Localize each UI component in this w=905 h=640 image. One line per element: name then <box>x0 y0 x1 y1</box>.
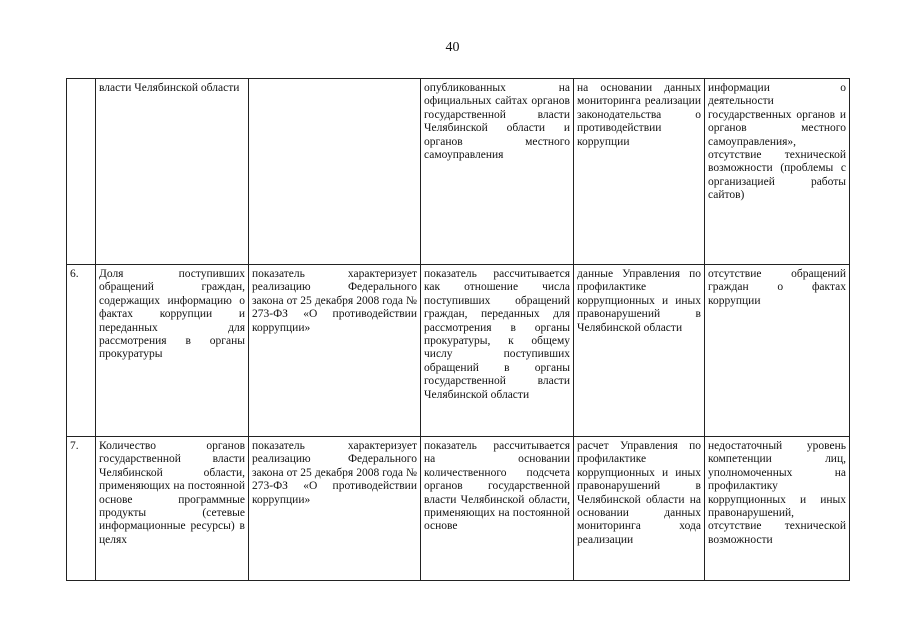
indicator-name-cell: Количество органов государственной власти Челябинской области, применяющих на постоянной основе программные продукты (сетевые информационные ресурсы) в целях <box>96 437 249 581</box>
calculation-method-cell: опубликованных на официальных сайтах органов государственной власти Челябинской области и органов местного самоуправления <box>421 79 574 265</box>
indicators-table <box>66 78 850 581</box>
indicator-name-cell: власти Челябинской области <box>96 79 249 265</box>
data-source-cell: на основании данных мониторинга реализации законодательства о противодействии коррупции <box>574 79 705 265</box>
indicator-name-cell: Доля поступивших обращений граждан, содержащих информацию о фактах коррупции и переданных для рассмотрения в органы прокуратуры <box>96 265 249 437</box>
indicator-description-cell <box>249 79 421 265</box>
table-row <box>67 437 850 581</box>
data-source-cell: расчет Управления по профилактике коррупционных и иных правонарушений в Челябинской области на основании данных мониторинга хода реализации <box>574 437 705 581</box>
table-row <box>67 79 850 265</box>
row-number: 6. <box>67 265 96 437</box>
risk-factors-cell: информации о деятельности государственных органов и органов местного самоуправления», отсутствие технической возможности (проблемы с организацией работы сайтов) <box>705 79 850 265</box>
table-row <box>67 265 850 437</box>
risk-factors-cell: отсутствие обращений граждан о фактах коррупции <box>705 265 850 437</box>
data-source-cell: данные Управления по профилактике коррупционных и иных правонарушений в Челябинской области <box>574 265 705 437</box>
row-number <box>67 79 96 265</box>
row-number: 7. <box>67 437 96 581</box>
indicator-description-cell: показатель характеризует реализацию Федерального закона от 25 декабря 2008 года № 273-ФЗ «О противодействии коррупции» <box>249 437 421 581</box>
indicator-description-cell: показатель характеризует реализацию Федерального закона от 25 декабря 2008 года № 273-ФЗ «О противодействии коррупции» <box>249 265 421 437</box>
risk-factors-cell: недостаточный уровень компетенции лиц, уполномоченных на профилактику коррупционных и иных правонарушений, отсутствие технической возможности <box>705 437 850 581</box>
page-number: 40 <box>445 40 460 55</box>
calculation-method-cell: показатель рассчитывается как отношение числа поступивших обращений граждан, переданных для рассмотрения в органы прокуратуры, к общему числу поступивших обращений в органы государственной власти Челябинской области <box>421 265 574 437</box>
calculation-method-cell: показатель рассчитывается на основании количественного подсчета органов государственной власти Челябинской области, применяющих на постоянной основе <box>421 437 574 581</box>
